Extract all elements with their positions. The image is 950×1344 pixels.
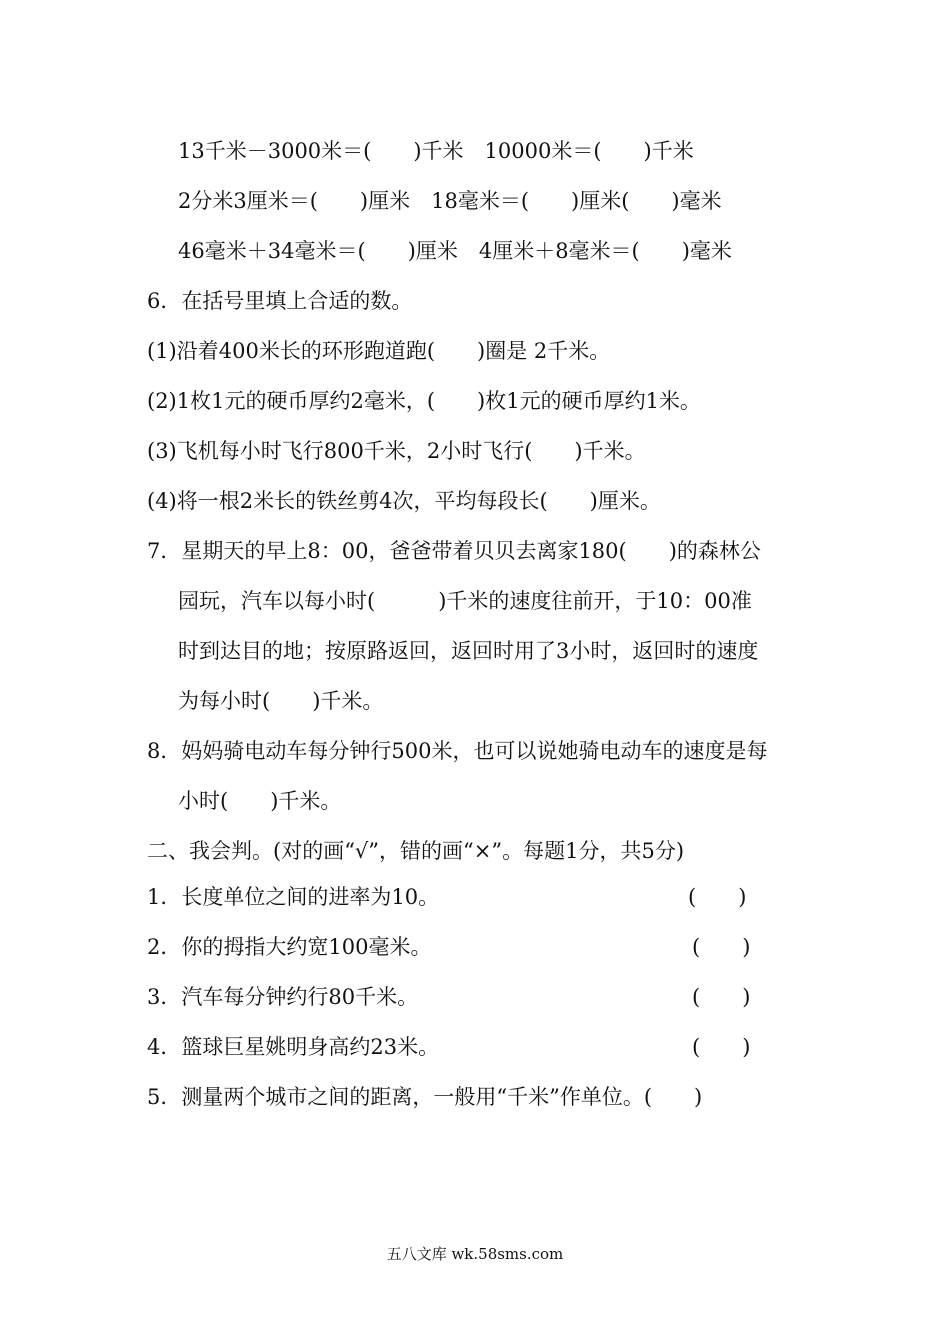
question-7-line-2: 园玩，汽车以每小时( )千米的速度往前开，于10：00准 <box>178 589 752 613</box>
judge-item-3: 3．汽车每分钟约行80千米。 <box>147 985 419 1009</box>
question-6-item-1: (1)沿着400米长的环形跑道跑( )圈是 2千米。 <box>147 339 611 363</box>
question-6-item-3: (3)飞机每小时飞行800千米，2小时飞行( )千米。 <box>147 439 646 463</box>
footer-watermark: 五八文库 wk.58sms.com <box>386 1245 564 1263</box>
question-6-title: 6．在括号里填上合适的数。 <box>147 289 413 313</box>
judge-answer-4: ( ) <box>692 1035 751 1059</box>
judge-item-2: 2．你的拇指大约宽100毫米。 <box>147 935 432 959</box>
judge-item-5: 5．测量两个城市之间的距离，一般用“千米”作单位。( ) <box>147 1085 703 1109</box>
question-6-item-4: (4)将一根2米长的铁丝剪4次，平均每段长( )厘米。 <box>147 489 661 513</box>
conversion-line-1: 13千米－3000米＝( )千米 10000米＝( )千米 <box>178 139 694 163</box>
judge-item-4: 4．篮球巨星姚明身高约23米。 <box>147 1035 440 1059</box>
question-8-line-1: 8．妈妈骑电动车每分钟行500米，也可以说她骑电动车的速度是每 <box>147 739 768 763</box>
judge-item-1: 1．长度单位之间的进率为10。 <box>147 885 440 909</box>
question-7-line-1: 7．星期天的早上8：00，爸爸带着贝贝去离家180( )的森林公 <box>147 539 761 563</box>
judge-answer-2: ( ) <box>692 935 751 959</box>
conversion-line-2: 2分米3厘米＝( )厘米 18毫米＝( )厘米( )毫米 <box>178 189 722 213</box>
conversion-line-3: 46毫米＋34毫米＝( )厘米 4厘米＋8毫米＝( )毫米 <box>178 239 732 263</box>
question-7-line-4: 为每小时( )千米。 <box>178 689 384 713</box>
section-2-heading: 二、我会判。(对的画“√”，错的画“×”。每题1分，共5分) <box>147 839 685 863</box>
judge-answer-1: ( ) <box>688 885 747 909</box>
question-8-line-2: 小时( )千米。 <box>178 789 342 813</box>
question-7-line-3: 时到达目的地；按原路返回，返回时用了3小时，返回时的速度 <box>178 639 759 663</box>
judge-answer-3: ( ) <box>692 985 751 1009</box>
question-6-item-2: (2)1枚1元的硬币厚约2毫米，( )枚1元的硬币厚约1米。 <box>147 389 701 413</box>
